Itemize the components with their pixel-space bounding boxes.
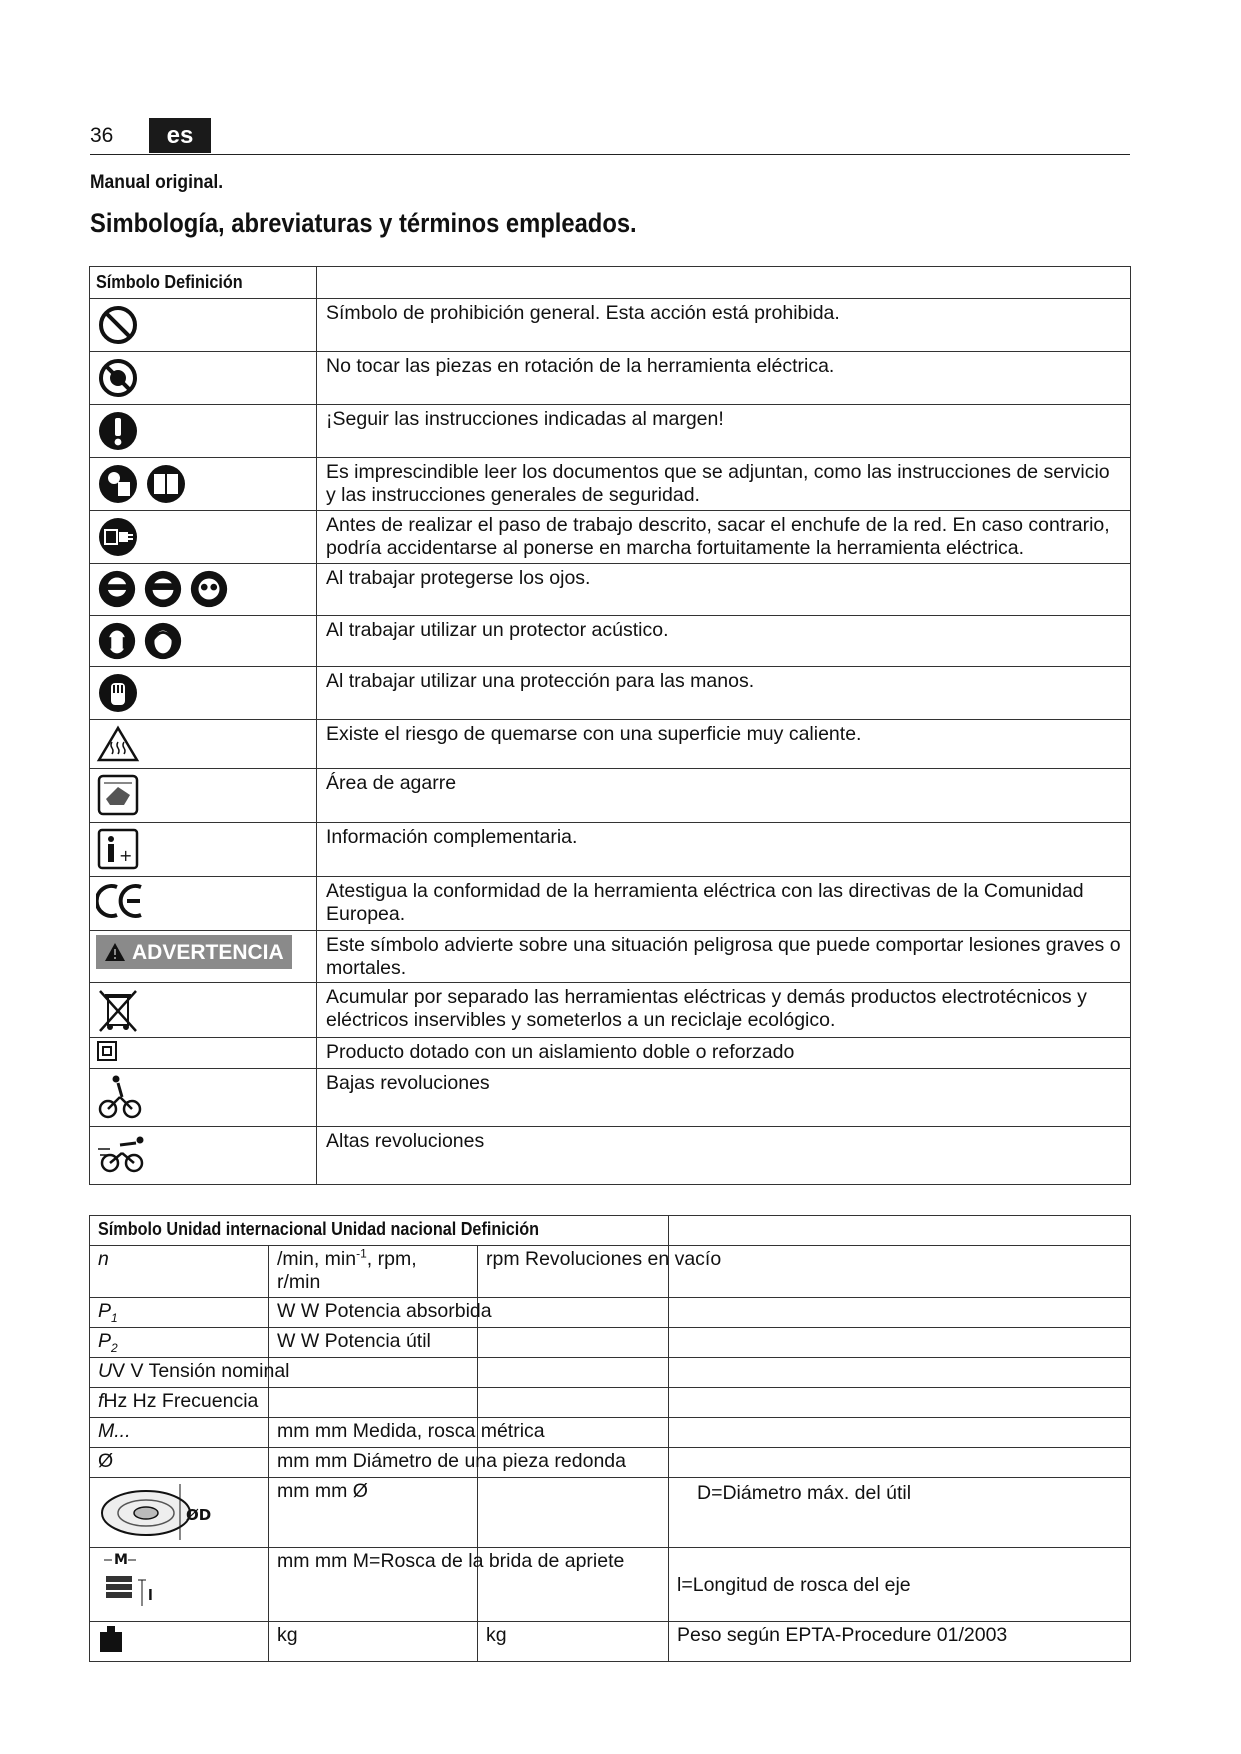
definition-cell: D=Diámetro máx. del útil — [669, 1478, 1131, 1548]
definition: Símbolo de prohibición general. Esta acción está prohibida. — [317, 299, 1131, 352]
table-row — [90, 1418, 1131, 1448]
flange-thread-icon — [98, 1550, 260, 1616]
definition: No tocar las piezas en rotación de la herramienta eléctrica. — [317, 352, 1131, 405]
page-header — [90, 118, 1130, 155]
ce-mark-icon — [96, 881, 310, 921]
table-row — [90, 720, 1131, 769]
prohibition-icon — [96, 303, 310, 347]
table-row — [90, 1388, 1131, 1418]
svg-text:M: M — [114, 1552, 128, 1568]
definition: Atestigua la conformidad de la herramienta eléctrica con las directivas de la Comunidad Europea. — [317, 877, 1131, 931]
hot-surface-icon — [96, 724, 310, 764]
intl-unit-cell: mm mm M=Rosca de la brida de apriete — [269, 1548, 478, 1622]
svg-text:ØD: ØD — [186, 1506, 212, 1524]
svg-text:l: l — [148, 1588, 153, 1604]
table-header-cell: Símbolo Definición — [90, 267, 317, 299]
table-row — [90, 1038, 1131, 1069]
intl-unit-cell: mm mm Ø — [269, 1478, 478, 1548]
no-touch-rotating-icon — [96, 356, 310, 400]
table-row — [90, 405, 1131, 458]
table-row — [90, 1127, 1131, 1185]
symbol-cell: UV V Tensión nominal — [90, 1358, 269, 1388]
definition: Área de agarre — [317, 769, 1131, 823]
definition: Este símbolo advierte sobre una situación peligrosa que puede comportar lesiones graves o mortales. — [317, 931, 1131, 983]
info-plus-icon — [96, 827, 310, 871]
table-row — [90, 931, 1131, 983]
mandatory-exclamation-icon — [96, 409, 310, 453]
warning-triangle-icon — [104, 942, 126, 962]
table-row — [90, 1622, 1131, 1662]
language-tag: es — [149, 118, 211, 153]
intl-unit-cell: /min, $\min^{-1}$, rpm, r/min — [269, 1246, 478, 1298]
table-row — [90, 1448, 1131, 1478]
symbol-cell — [90, 1548, 269, 1622]
definition: Al trabajar protegerse los ojos. — [317, 564, 1131, 616]
definition: Es imprescindible leer los documentos que se adjuntan, como las instrucciones de servicio y las instrucciones generales de seguridad. — [317, 458, 1131, 511]
definition: Bajas revoluciones — [317, 1069, 1131, 1127]
high-speed-bike-icon — [96, 1131, 310, 1175]
low-speed-bike-icon — [96, 1073, 310, 1121]
double-insulation-icon — [96, 1040, 310, 1062]
symbol-cell: fHz Hz Frecuencia — [90, 1388, 269, 1418]
eye-protection-icon — [96, 568, 310, 610]
definition: Información complementaria. — [317, 823, 1131, 877]
warning-badge-text: ADVERTENCIA — [132, 940, 284, 964]
table-header-empty — [317, 267, 1131, 299]
table-row — [90, 769, 1131, 823]
symbol-cell: M... — [90, 1418, 269, 1448]
definition: Producto dotado con un aislamiento doble o reforzado — [317, 1038, 1131, 1069]
table-row — [90, 1478, 1131, 1548]
national-unit-cell: rpm Revoluciones en vacío — [478, 1246, 669, 1298]
svg-text:+: + — [119, 846, 133, 865]
national-unit-cell: kg — [478, 1622, 669, 1662]
definition: Acumular por separado las herramientas eléctricas y demás productos electrotécnicos y eléctricos inservibles y someterlos a un reciclaje ecológico. — [317, 983, 1131, 1038]
table-row — [90, 1328, 1131, 1358]
table-row — [90, 1298, 1131, 1328]
definition: Existe el riesgo de quemarse con una superficie muy caliente. — [317, 720, 1131, 769]
symbol-cell: n — [90, 1246, 269, 1298]
definition: Al trabajar utilizar un protector acústico. — [317, 616, 1131, 667]
definition-cell: Peso según EPTA-Procedure 01/2003 — [669, 1622, 1131, 1662]
warning-badge — [96, 935, 292, 969]
manual-label: Manual original. — [90, 172, 224, 193]
definition: ¡Seguir las instrucciones indicadas al margen! — [317, 405, 1131, 458]
definition: Al trabajar utilizar una protección para las manos. — [317, 667, 1131, 720]
ear-protection-icon — [96, 620, 310, 662]
table-row — [90, 1069, 1131, 1127]
hand-protection-icon — [96, 671, 310, 715]
symbol-cell — [90, 1622, 269, 1662]
table-row — [90, 1246, 1131, 1298]
definition: Altas revoluciones — [317, 1127, 1131, 1185]
unplug-icon — [96, 515, 310, 559]
table-row — [90, 352, 1131, 405]
table-row — [90, 983, 1131, 1038]
intl-unit-cell: W W Potencia absorbida — [269, 1298, 478, 1328]
units-table — [89, 1215, 1131, 1662]
table-row — [90, 616, 1131, 667]
intl-unit-cell: kg — [269, 1622, 478, 1662]
symbol-cell: $P_1$ — [90, 1298, 269, 1328]
disc-diameter-icon — [98, 1480, 260, 1542]
table-row — [90, 1548, 1131, 1622]
read-manual-icon — [96, 462, 310, 506]
page-number: 36 — [90, 124, 114, 147]
table-row — [90, 511, 1131, 564]
page-title: Simbología, abreviaturas y términos empleados. — [90, 208, 637, 238]
weee-bin-icon — [96, 987, 310, 1033]
table-header-empty — [669, 1216, 1131, 1246]
table-header-row — [90, 1216, 1131, 1246]
table-row — [90, 299, 1131, 352]
intl-unit-cell: W W Potencia útil — [269, 1328, 478, 1358]
table-header-cell: Símbolo Unidad internacional Unidad nacional Definición — [90, 1216, 669, 1246]
definition: Antes de realizar el paso de trabajo descrito, sacar el enchufe de la red. En caso contrario, podría accidentarse al ponerse en marcha fortuitamente la herramienta eléctrica. — [317, 511, 1131, 564]
intl-unit-cell: mm mm Medida, rosca métrica — [269, 1418, 478, 1448]
table-header-row — [90, 267, 1131, 299]
grip-area-icon — [96, 773, 310, 817]
symbol-cell — [90, 1478, 269, 1548]
symbol-cell: $P_2$ — [90, 1328, 269, 1358]
definition-cell — [669, 1246, 1131, 1298]
weight-icon — [98, 1624, 260, 1654]
table-row — [90, 564, 1131, 616]
definition-cell: l=Longitud de rosca del eje — [669, 1548, 1131, 1622]
table-row — [90, 667, 1131, 720]
table-row — [90, 823, 1131, 877]
intl-unit-cell: mm mm Diámetro de una pieza redonda — [269, 1448, 478, 1478]
symbols-table — [89, 266, 1131, 1185]
table-row — [90, 877, 1131, 931]
table-row — [90, 458, 1131, 511]
symbol-cell: Ø — [90, 1448, 269, 1478]
table-row — [90, 1358, 1131, 1388]
